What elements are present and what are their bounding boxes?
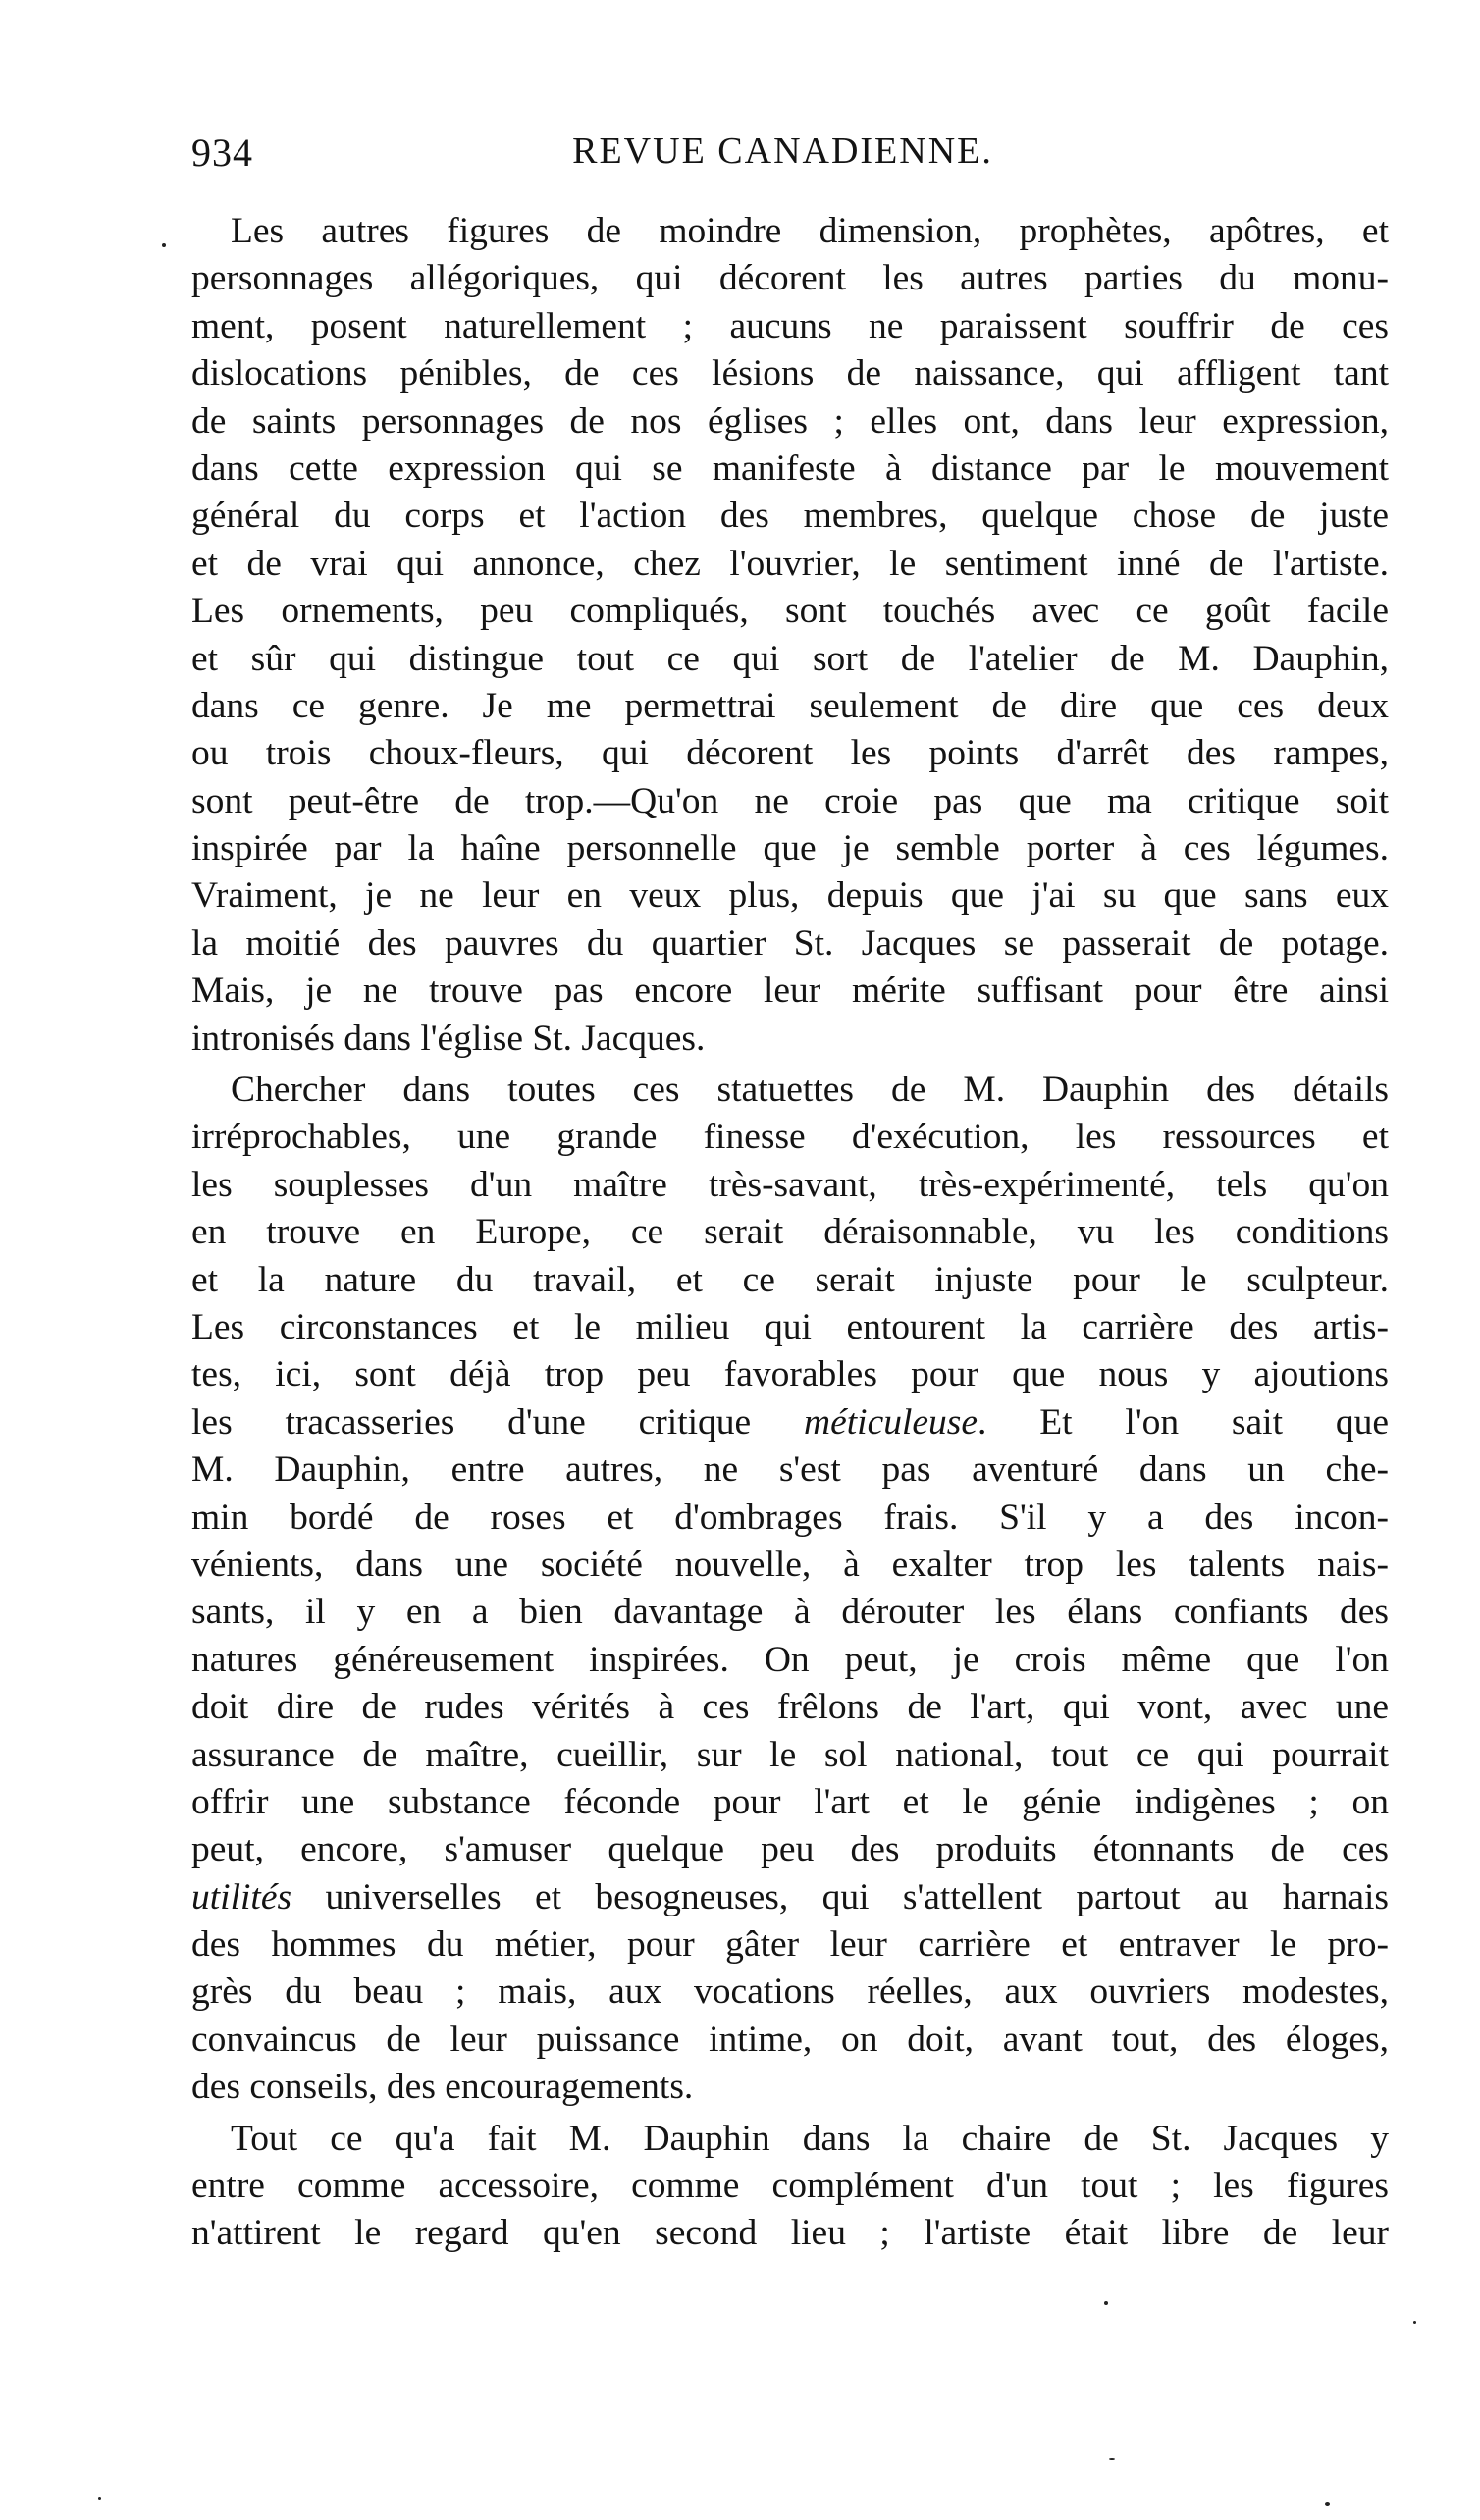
text-line: doit dire de rudes vérités à ces frêlons de l'art, qui vont, avec une (191, 1687, 1389, 1728)
text-line: Les autres figures de moindre dimension, prophètes, apôtres, et (231, 211, 1389, 251)
text-line: Les circonstances et le milieu qui entourent la carrière des artis- (191, 1306, 1389, 1347)
text-line: assurance de maître, cueillir, sur le sol national, tout ce qui pourrait (191, 1734, 1389, 1775)
text-line: dans cette expression qui se manifeste à distance par le mouvement (191, 447, 1389, 489)
scan-speck (1325, 2502, 1330, 2506)
running-title: REVUE CANADIENNE. (572, 131, 993, 172)
text-line: tes, ici, sont déjà trop peu favorables pour que nous y ajoutions (191, 1354, 1389, 1395)
text-line: natures généreusement inspirées. On peut, je crois même que l'on (191, 1639, 1389, 1680)
text-line: convaincus de leur puissance intime, on doit, avant tout, des éloges, (191, 2019, 1389, 2060)
scan-speck (1104, 2301, 1108, 2305)
text-line: ou trois choux-fleurs, qui décorent les points d'arrêt des rampes, (191, 733, 1389, 774)
text-line: et de vrai qui annonce, chez l'ouvrier, le sentiment inné de l'artiste. (191, 543, 1389, 584)
text-line: offrir une substance féconde pour l'art et le génie indigènes ; on (191, 1781, 1389, 1822)
text-line: sont peut-être de trop.—Qu'on ne croie pas que ma critique soit (191, 780, 1389, 821)
text-line: des conseils, des encouragements. (191, 2067, 694, 2108)
text-line: Les ornements, peu compliqués, sont touchés avec ce goût facile (191, 591, 1389, 632)
text-line: Vraiment, je ne leur en veux plus, depuis que j'ai su que sans eux (191, 875, 1389, 917)
text-line: irréprochables, une grande finesse d'exécution, les ressources et (191, 1117, 1389, 1158)
text-line: sants, il y en a bien davantage à dérouter les élans confiants des (191, 1592, 1389, 1633)
scan-speck (98, 2497, 101, 2500)
text-line: dislocations pénibles, de ces lésions de naissance, qui affligent tant (191, 353, 1389, 394)
text-line: Chercher dans toutes ces statuettes de M. Dauphin des détails (231, 1070, 1389, 1111)
text-line: M. Dauphin, entre autres, ne s'est pas aventuré dans un che- (191, 1449, 1389, 1491)
text-line: vénients, dans une société nouvelle, à exalter trop les talents nais- (191, 1544, 1389, 1585)
paragraph-2 (191, 1067, 1389, 2112)
paragraph-1 (191, 208, 1389, 1063)
text-line: min bordé de roses et d'ombrages frais. S'il y a des incon- (191, 1496, 1389, 1538)
text-line: n'attirent le regard qu'en second lieu ; l'artiste était libre de leur (191, 2213, 1389, 2254)
text-line: les tracasseries d'une critique méticuleuse. Et l'on sait que (191, 1401, 1389, 1443)
text-line: dans ce genre. Je me permettrai seulement de dire que ces deux (191, 685, 1389, 726)
text-line: entre comme accessoire, comme complément d'un tout ; les figures (191, 2166, 1389, 2207)
text-line: la moitié des pauvres du quartier St. Jacques se passerait de potage. (191, 922, 1389, 964)
text-line: Mais, je ne trouve pas encore leur mérite suffisant pour être ainsi (191, 971, 1389, 1012)
text-line: les souplesses d'un maître très-savant, très-expérimenté, tels qu'on (191, 1164, 1389, 1205)
text-line: et sûr qui distingue tout ce qui sort de l'atelier de M. Dauphin, (191, 638, 1389, 679)
scan-speck (162, 243, 166, 247)
text-line: intronisés dans l'église St. Jacques. (191, 1018, 706, 1059)
text-line: ment, posent naturellement ; aucuns ne paraissent souffrir de ces (191, 305, 1389, 346)
page-number: 934 (191, 131, 253, 175)
text-line: utilités universelles et besogneuses, qui s'attellent partout au harnais (191, 1876, 1389, 1917)
text-line: peut, encore, s'amuser quelque peu des produits étonnants de ces (191, 1829, 1389, 1870)
text-line: Tout ce qu'a fait M. Dauphin dans la chaire de St. Jacques y (231, 2118, 1389, 2159)
paragraph-3 (191, 2116, 1389, 2258)
scan-speck (1109, 2458, 1115, 2460)
text-line: des hommes du métier, pour gâter leur carrière et entraver le pro- (191, 1924, 1389, 1966)
text-line: général du corps et l'action des membres, quelque chose de juste (191, 496, 1389, 537)
page-header (191, 130, 1374, 188)
text-line: et la nature du travail, et ce serait injuste pour le sculpteur. (191, 1259, 1389, 1300)
text-line: grès du beau ; mais, aux vocations réelles, aux ouvriers modestes, (191, 1971, 1389, 2013)
text-line: en trouve en Europe, ce serait déraisonnable, vu les conditions (191, 1212, 1389, 1253)
text-line: inspirée par la haîne personnelle que je semble porter à ces légumes. (191, 828, 1389, 869)
scan-speck (1413, 2321, 1416, 2324)
body-text (191, 208, 1389, 2262)
text-line: de saints personnages de nos églises ; elles ont, dans leur expression, (191, 400, 1389, 442)
text-line: personnages allégoriques, qui décorent les autres parties du monu- (191, 258, 1389, 299)
